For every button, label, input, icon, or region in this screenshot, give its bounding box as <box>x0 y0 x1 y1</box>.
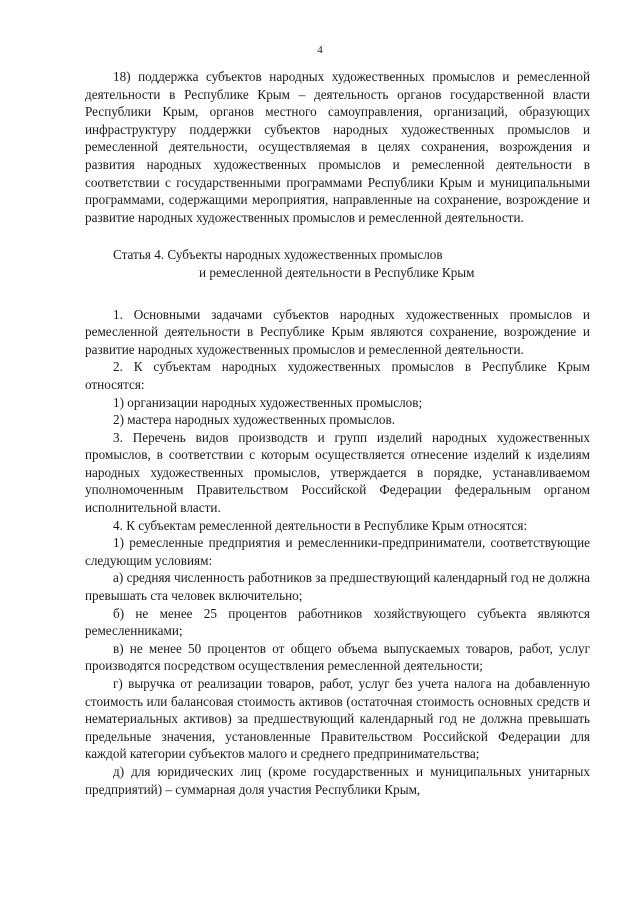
paragraph: 1. Основными задачами субъектов народных художественных промыслов и ремесленной деятельности в Республике Крым являются сохранение, возрождение и развитие народных художественных промыслов и ремесленной деятельности. <box>85 306 590 357</box>
paragraph: 1) организации народных художественных промыслов; <box>113 394 423 410</box>
paragraph: 1) ремесленные предприятия и ремесленники-предприниматели, соответствующие следующим условиям: <box>85 535 590 568</box>
paragraph: д) для юридических лиц (кроме государственных и муниципальных унитарных предприятий) – суммарная доля участия Республики Крым, <box>85 763 590 797</box>
article-heading-line: Статья 4. Субъекты народных художественных промыслов <box>113 247 443 263</box>
page-number: 4 <box>317 44 323 56</box>
paragraph: 3. Перечень видов производств и групп изделий народных художественных промыслов, в соответствии с которым осуществляется отнесение изделий к изделиям народных художественных промыслов, утверждается в порядке, устанавливаемом уполномоченным Правительством Российской Федерации федеральным органом исполнительной власти. <box>85 429 590 516</box>
paragraph: 4. К субъектам ремесленной деятельности в Республике Крым относятся: <box>113 517 528 533</box>
document-body <box>85 68 590 798</box>
article-heading <box>85 246 590 281</box>
paragraph: 18) поддержка субъектов народных художественных промыслов и ремесленной деятельности в Республике Крым – деятельность органов государственной власти Республики Крым, органов местного самоуправления, организаций, образующих инфраструктуру поддержки субъектов народных художественных промыслов и ремесленной деятельности, осуществляемая в целях сохранения, возрождения и развития народных художественных промыслов и ремесленной деятельности в соответствии с государственными программами Республики Крым и муниципальными программами, содержащими мероприятия, направленные на сохранение, возрождение и развитие народных художественных промыслов и ремесленной деятельности. <box>85 69 590 225</box>
paragraph: 2) мастера народных художественных промыслов. <box>113 412 396 428</box>
paragraph: а) средняя численность работников за предшествующий календарный год не должна превышать ста человек включительно; <box>85 570 590 604</box>
paragraph: 2. К субъектам народных художественных промыслов в Республике Крым относятся: <box>85 359 590 392</box>
article-heading-line: и ремесленной деятельности в Республике Крым <box>199 264 475 280</box>
paragraph: б) не менее 25 процентов работников хозяйствующего субъекта являются ремесленниками; <box>85 605 590 639</box>
paragraph: г) выручка от реализации товаров, работ, услуг без учета налога на добавленную стоимость или балансовая стоимость активов (остаточная стоимость основных средств и нематериальных активов) за предшествующий календарный год не должна превышать предельные значения, установленные Правительством Российской Федерации для каждой категории субъектов малого и среднего предпринимательства; <box>85 676 590 762</box>
paragraph: в) не менее 50 процентов от общего объема выпускаемых товаров, работ, услуг производятся посредством осуществления ремесленной деятельности; <box>85 640 590 674</box>
